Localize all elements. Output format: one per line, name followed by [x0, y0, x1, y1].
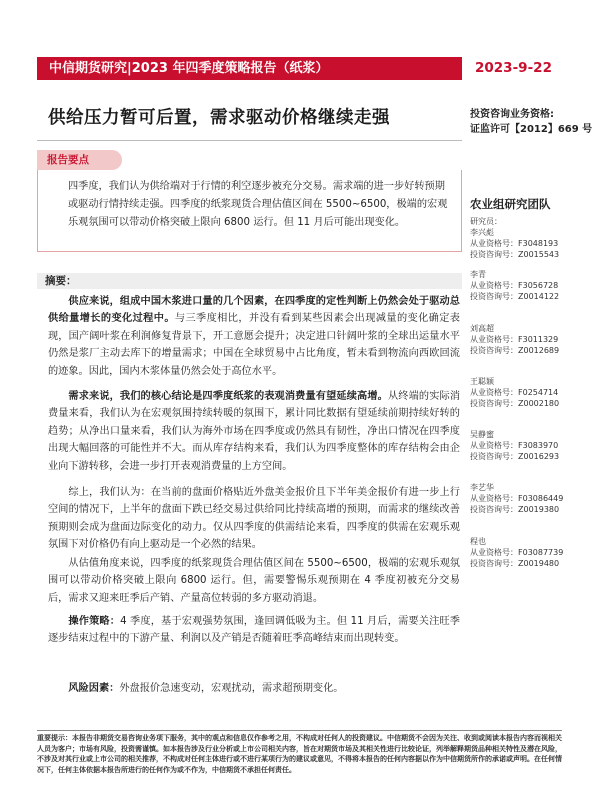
- team-title: 农业组研究团队: [470, 197, 551, 211]
- qualification-line1: 投资咨询业务资格:: [470, 109, 554, 120]
- member-license: 投资咨询号：Z0016293: [470, 452, 560, 462]
- abstract-paragraph: [48, 293, 460, 380]
- member-license: 从业资格号：F3083970: [470, 441, 559, 451]
- member-license: 投资咨询号：Z0019480: [470, 558, 560, 568]
- team-member: [470, 216, 590, 269]
- key-points-box: [37, 170, 462, 252]
- member-license: 投资咨询号：Z0014122: [470, 292, 560, 302]
- abstract-paragraph: [48, 388, 460, 475]
- member-license: 从业资格号：F0254714: [470, 387, 559, 397]
- paragraph-body: 与三季度相比，并没有看到某些因素会出现减量的变化确定表现，国产阔叶浆在利润修复背景下，开工意愿会提升；决定进口针阔叶浆的全球出运量水平仍然是浆厂主动去库下的增量需求；中国在全球贸易中占比角度，暂未看到物流向西欧回流的迹象。因此，国内木浆体量仍然会处于高位水平。: [48, 313, 460, 377]
- risk-label: 风险因素：: [68, 683, 120, 694]
- qualification-info: [470, 107, 592, 137]
- paragraph-lead: 供应来说，组成中国木浆进口量的几个因素，在四季度的定性判断上仍然会处于驱动总供给量增长的变化过程中。: [48, 296, 460, 325]
- member-name: 刘高超: [470, 323, 494, 333]
- team-member: [470, 376, 590, 429]
- abstract-paragraph: [48, 484, 460, 554]
- team-list: [470, 216, 590, 589]
- abstract-paragraph: [48, 555, 460, 607]
- risk-text: 外盘报价急速变动，宏观扰动，需求超预期变化。: [119, 683, 344, 694]
- member-license: 从业资格号：F3011329: [470, 334, 559, 344]
- team-member: [470, 536, 590, 589]
- qualification-line2: 证监许可【2012】669 号: [470, 124, 593, 135]
- member-license: 从业资格号：F03087739: [470, 547, 564, 557]
- member-license: 从业资格号：F03086449: [470, 494, 564, 504]
- member-name: 王聪颖: [470, 376, 494, 386]
- team-member: [470, 482, 590, 535]
- paragraph-lead: 需求来说，我们的核心结论是四季度纸浆的表观消费量有望延续高增。: [68, 391, 388, 402]
- member-name: 程也: [470, 536, 486, 546]
- team-member: [470, 323, 590, 376]
- key-points-label: 报告要点: [37, 150, 122, 170]
- team-member: [470, 429, 590, 482]
- risk-paragraph: [48, 680, 460, 697]
- strategy-text: 4 季度，基于宏观强势氛围，逢回调低吸为主。但 11 月后，需要关注旺季逐步结束过程中的下游产量、利润以及产销是否随着旺季高峰结束而出现转变。: [48, 616, 460, 645]
- member-name: 吴静蜜: [470, 430, 494, 440]
- page-title: 供给压力暂可后置，需求驱动价格继续走强: [48, 108, 390, 128]
- member-license: 从业资格号：F3048193: [470, 239, 559, 248]
- abstract-label: 摘要：: [37, 273, 462, 289]
- key-points-text: 四季度，我们认为供给端对于行情的利空逐步被充分交易。需求端的进一步好转预期或驱动行情持续走强。四季度的纸浆现货合理估值区间在 5500~6500，极端的宏观乐观氛围可以带动价格突破上限向 6800 运行。但 11 月后可能出现变化。: [68, 181, 448, 228]
- member-license: 投资咨询号：Z0012689: [470, 345, 560, 355]
- strategy-paragraph: [48, 613, 460, 648]
- member-license: 投资咨询号：Z0019380: [470, 505, 560, 515]
- disclaimer-divider: [37, 730, 562, 731]
- member-name: 研究员： 李兴彪: [470, 217, 502, 237]
- member-name: 李青: [470, 270, 486, 280]
- member-license: 投资咨询号：Z0015543: [470, 250, 560, 259]
- team-member: [470, 269, 590, 322]
- report-header-bar: 中信期货研究|2023 年四季度策略报告（纸浆）: [37, 57, 462, 80]
- disclaimer: 重要提示：本报告非期货交易咨询业务项下服务，其中的观点和信息仅作参考之用，不构成对任何人的投资建议。中信期货不会因为关注、收到或阅读本报告内容而视相关人员为客户；市场有风险，投资需谨慎。如本报告涉及行业分析或上市公司相关内容，旨在对期货市场及其相关性进行比较论证，列举解释期货品种相关特性及潜在风险，不涉及对其行业或上市公司的相关推荐，不构成对任何主体进行或不进行某项行为的建议或意见，不得将本报告的任何内容据以作为中信期货所作的承诺或声明。在任何情况下，任何主体依据本报告所进行的任何作为或不作为，中信期货不承担任何责任。: [37, 734, 562, 774]
- strategy-label: 操作策略：: [68, 616, 121, 627]
- divider: [37, 140, 462, 141]
- member-license: 从业资格号：F3056728: [470, 281, 559, 291]
- paragraph-body: 综上，我们认为：在当前的盘面价格贴近外盘美金报价且下半年美金报价有进一步上行空间的情况下，上半年的盘面下跌已经交易过供给同比持续高增的预期，而需求的继续改善预期则会成为盘面边际变化的动力。仅从四季度的供需结论来看，四季度的供需在宏观乐观氛围下对价格仍有向上驱动是一个必然的结果。: [48, 487, 460, 551]
- paragraph-body: 从终端的实际消费量来看，我们认为在宏观氛围持续转暖的氛围下，累计同比数据有望延续前期持续好转的趋势；从净出口量来看，我们认为海外市场在四季度或仍然具有韧性，净出口情况在四季度出现大幅回落的可能性并不大。而从库存结构来看，我们认为四季度整体的库存结构会由企业向下游转移，会进一步打开表观消费量的上方空间。: [48, 391, 461, 472]
- report-date: 2023-9-22: [475, 60, 552, 76]
- member-name: 李艺华: [470, 483, 494, 493]
- member-license: 投资咨询号：Z0002180: [470, 398, 560, 408]
- paragraph-body: 从估值角度来说，四季度的纸浆现货合理估值区间在 5500~6500，极端的宏观乐观氛围可以带动价格突破上限向 6800 运行。但，需要警惕乐观预期在 4 季度初被充分交易后，需求又迎来旺季后产销、产量高位转弱的多方驱动消退。: [48, 558, 460, 604]
